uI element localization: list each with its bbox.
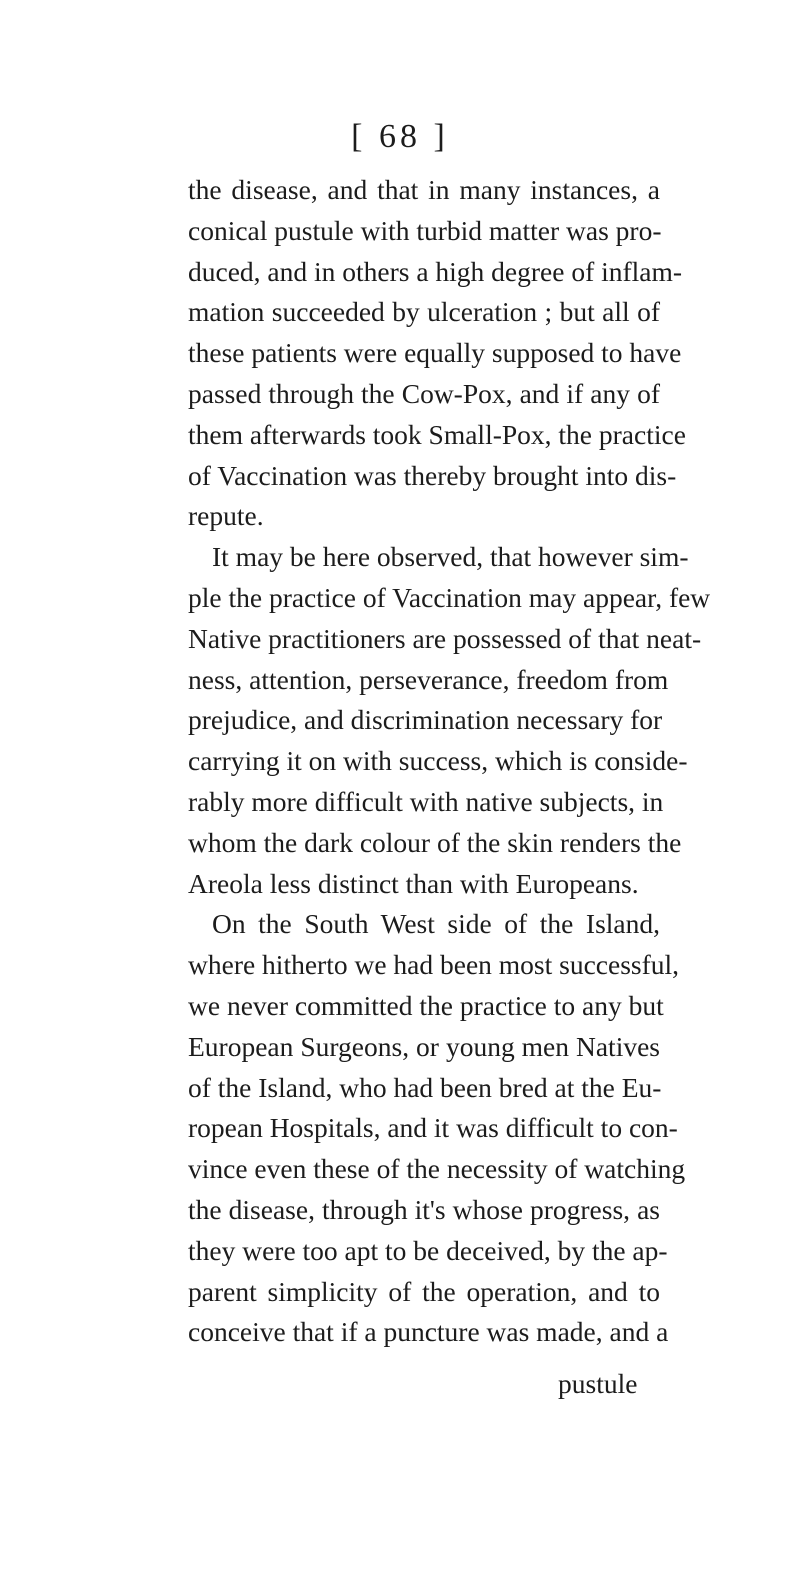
text-line: they were too apt to be deceived, by the ap- (188, 1234, 668, 1266)
catchword: pustule (558, 1368, 638, 1399)
text-line: parent simplicity of the operation, and to (188, 1275, 660, 1307)
body-text (188, 170, 711, 1353)
text-line: duced, and in others a high degree of inflam- (188, 255, 683, 287)
text-line: ropean Hospitals, and it was difficult to con- (188, 1112, 678, 1144)
text-line: carrying it on with success, which is conside- (188, 745, 688, 777)
text-line: the disease, and that in many instances, a (188, 174, 660, 205)
page-number: [ 68 ] (351, 118, 449, 155)
text-line: them afterwards took Small-Pox, the practice (188, 418, 686, 450)
text-line: prejudice, and discrimination necessary for (188, 704, 663, 736)
text-line: Native practitioners are possessed of that neat- (188, 622, 702, 654)
text-line: rably more difficult with native subjects, in (188, 785, 664, 817)
text-line: repute. (188, 500, 264, 532)
text-line: conceive that if a puncture was made, and a (188, 1316, 669, 1348)
text-line: we never committed the practice to any but (188, 989, 664, 1021)
paragraph-start-line: It may be here observed, that however sim- (212, 541, 689, 573)
paragraph-start-line: On the South West side of the Island, (212, 908, 660, 940)
text-line: whom the dark colour of the skin renders the (188, 826, 682, 858)
text-line: vince even these of the necessity of watching (188, 1153, 686, 1185)
text-line: the disease, through it's whose progress, as (188, 1193, 660, 1225)
text-line: ness, attention, perseverance, freedom from (188, 663, 669, 695)
text-line: passed through the Cow-Pox, and if any of (188, 377, 660, 409)
text-line: Areola less distinct than with Europeans. (188, 867, 639, 899)
text-line: mation succeeded by ulceration ; but all of (188, 296, 660, 328)
text-line: of Vaccination was thereby brought into dis- (188, 459, 677, 491)
text-line: ple the practice of Vaccination may appear, few (188, 581, 711, 613)
text-line: of the Island, who had been bred at the Eu- (188, 1071, 662, 1103)
text-line: these patients were equally supposed to have (188, 337, 682, 369)
text-line: where hitherto we had been most successful, (188, 949, 680, 981)
text-line: conical pustule with turbid matter was pro- (188, 214, 662, 246)
text-line: European Surgeons, or young men Natives (188, 1030, 660, 1062)
